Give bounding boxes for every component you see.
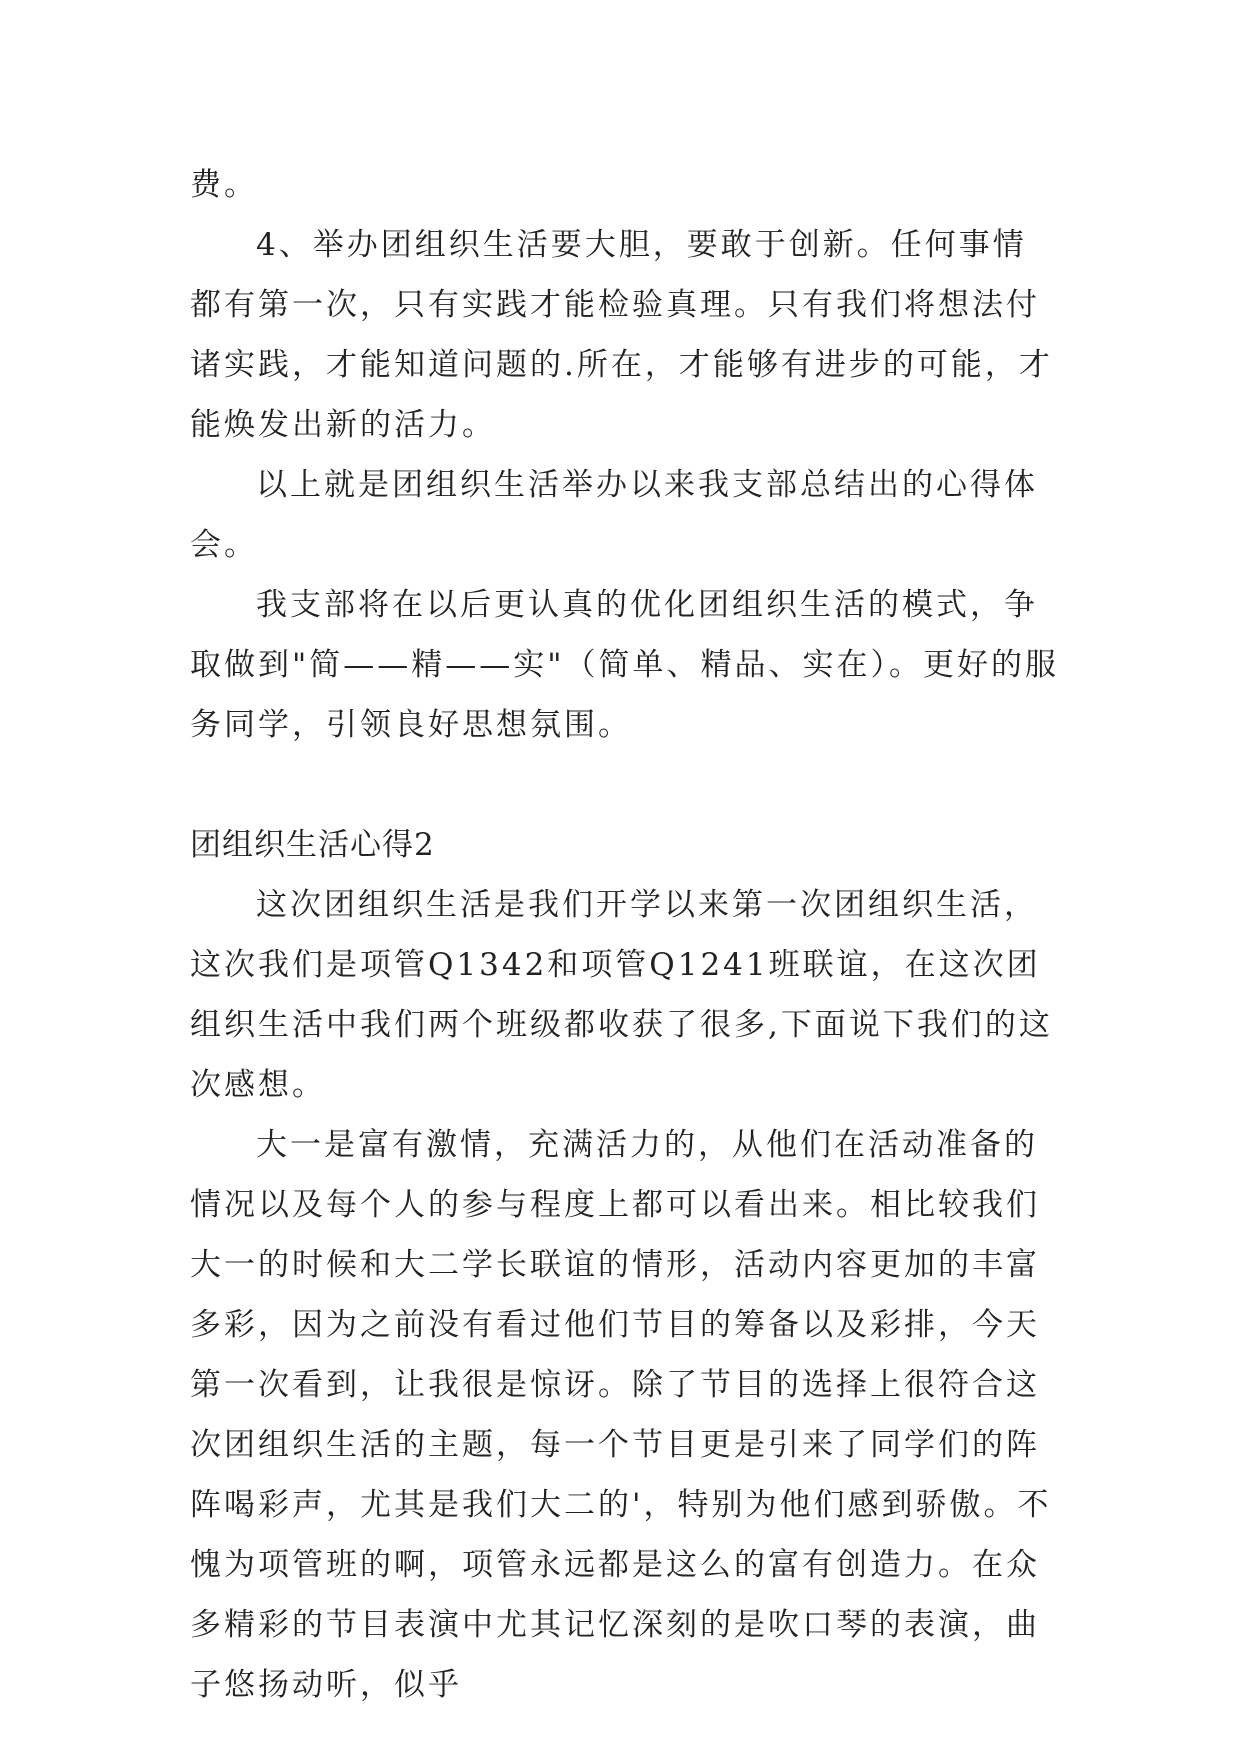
paragraph-freshman-impression: 大一是富有激情，充满活力的，从他们在活动准备的情况以及每个人的参与程度上都可以看出来。相比较我们大一的时候和大二学长联谊的情形，活动内容更加的丰富多彩，因为之前没有看过他们节目的筹备以及彩排，今天第一次看到，让我很是惊讶。除了节目的选择上很符合这次团组织生活的主题，每一个节目更是引来了同学们的阵阵喝彩声，尤其是我们大二的'，特别为他们感到骄傲。不愧为项管班的啊，项管永远都是这么的富有创造力。在众多精彩的节目表演中尤其记忆深刻的是吹口琴的表演，曲子悠扬动听，似乎	[190, 1127, 1052, 1703]
paragraph-continuation: 费。	[190, 167, 258, 203]
section-title: 团组织生活心得2	[190, 827, 435, 863]
paragraph-future-plan: 我支部将在以后更认真的优化团组织生活的模式，争取做到"简——精——实"（简单、精品、实在）。更好的服务同学，引领良好思想氛围。	[190, 587, 1060, 743]
paragraph-summary: 以上就是团组织生活举办以来我支部总结出的心得体会。	[190, 467, 1038, 563]
paragraph-point-4: 4、举办团组织生活要大胆，要敢于创新。任何事情都有第一次，只有实践才能检验真理。只有我们将想法付诸实践，才能知道问题的.所在，才能够有进步的可能，才能焕发出新的活力。	[190, 227, 1053, 443]
document-body	[190, 155, 1060, 1715]
paragraph-intro: 这次团组织生活是我们开学以来第一次团组织生活，这次我们是项管Q1342和项管Q1241班联谊，在这次团组织生活中我们两个班级都收获了很多,下面说下我们的这次感想。	[190, 887, 1053, 1103]
